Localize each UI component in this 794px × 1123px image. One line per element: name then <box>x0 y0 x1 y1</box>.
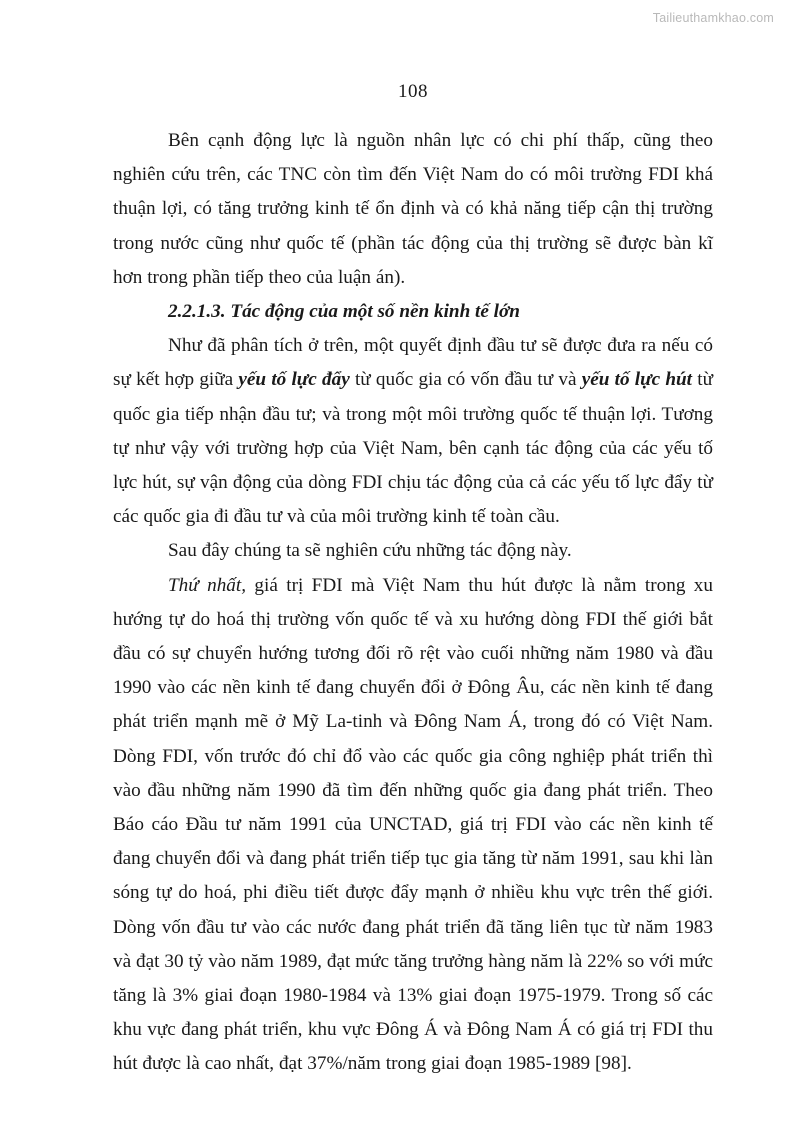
paragraph-push-pull-factors <box>113 329 713 534</box>
paragraph-text-segment: giá trị FDI mà Việt Nam thu hút được là nằm trong xu hướng tự do hoá thị trường vốn quốc tế và xu hướng dòng FDI thế giới bắt đầu có sự chuyển hướng tương đối rõ rệt vào cuối những năm 1980 và đầu 1990 vào các nền kinh tế đang chuyển đổi ở Đông Âu, các nền kinh tế đang phát triển mạnh mẽ ở Mỹ La-tinh và Đông Nam Á, trong đó có Việt Nam. Dòng FDI, vốn trước đó chỉ đổ vào các quốc gia công nghiệp phát triển thì vào đầu những năm 1990 đã tìm đến những quốc gia đang phát triển. Theo Báo cáo Đầu tư năm 1991 của UNCTAD, giá trị FDI vào các nền kinh tế đang chuyển đổi và đang phát triển tiếp tục gia tăng từ năm 1991, sau khi làn sóng tự do hoá, phi điều tiết được đẩy mạnh ở nhiều khu vực trên thế giới. Dòng vốn đầu tư vào các nước đang phát triển đã tăng liên tục từ năm 1983 và đạt 30 tỷ vào năm 1989, đạt mức tăng trưởng hàng năm là 22% so với mức tăng là 3% giai đoạn 1980-1984 và 13% giai đoạn 1975-1979. Trong số các khu vực đang phát triển, khu vực Đông Á và Đông Nam Á có giá trị FDI thu hút được là cao nhất, đạt 37%/năm trong giai đoạn 1985-1989 [98]. <box>113 574 713 1075</box>
page-number: 108 <box>398 81 428 102</box>
emphasis-pull-factor: yếu tố lực hút <box>581 369 693 391</box>
paragraph-text-segment: Như đã phân tích ở trên, một quyết định đầu tư sẽ được đưa ra nếu có sự kết hợp giữa <box>113 335 713 391</box>
page-content <box>113 80 713 1082</box>
section-heading: 2.2.1.3. Tác động của một số nền kinh tế lớn <box>168 301 520 323</box>
paragraph-transition: Sau đây chúng ta sẽ nghiên cứu những tác động này. <box>168 540 572 562</box>
paragraph-text-segment: từ quốc gia có vốn đầu tư và <box>349 369 582 391</box>
site-watermark: Tailieuthamkhao.com <box>652 11 774 25</box>
emphasis-first-point-label: Thứ nhất, <box>168 574 247 596</box>
paragraph-text-segment: từ quốc gia tiếp nhận đầu tư; và trong một môi trường quốc tế thuận lợi. Tương tự như vậy với trường hợp của Việt Nam, bên cạnh tác động của các yếu tố lực hút, sự vận động của dòng FDI chịu tác động của cả các yếu tố lực đẩy từ các quốc gia đi đầu tư và của môi trường kinh tế toàn cầu. <box>113 369 713 528</box>
emphasis-push-factor: yếu tố lực đẩy <box>238 369 350 391</box>
paragraph-intro: Bên cạnh động lực là nguồn nhân lực có chi phí thấp, cũng theo nghiên cứu trên, các TNC còn tìm đến Việt Nam do có môi trường FDI khá thuận lợi, có tăng trưởng kinh tế ổn định và có khả năng tiếp cận thị trường trong nước cũng như quốc tế (phần tác động của thị trường sẽ được bàn kĩ hơn trong phần tiếp theo của luận án). <box>113 130 713 288</box>
paragraph-first-point <box>113 569 713 1082</box>
